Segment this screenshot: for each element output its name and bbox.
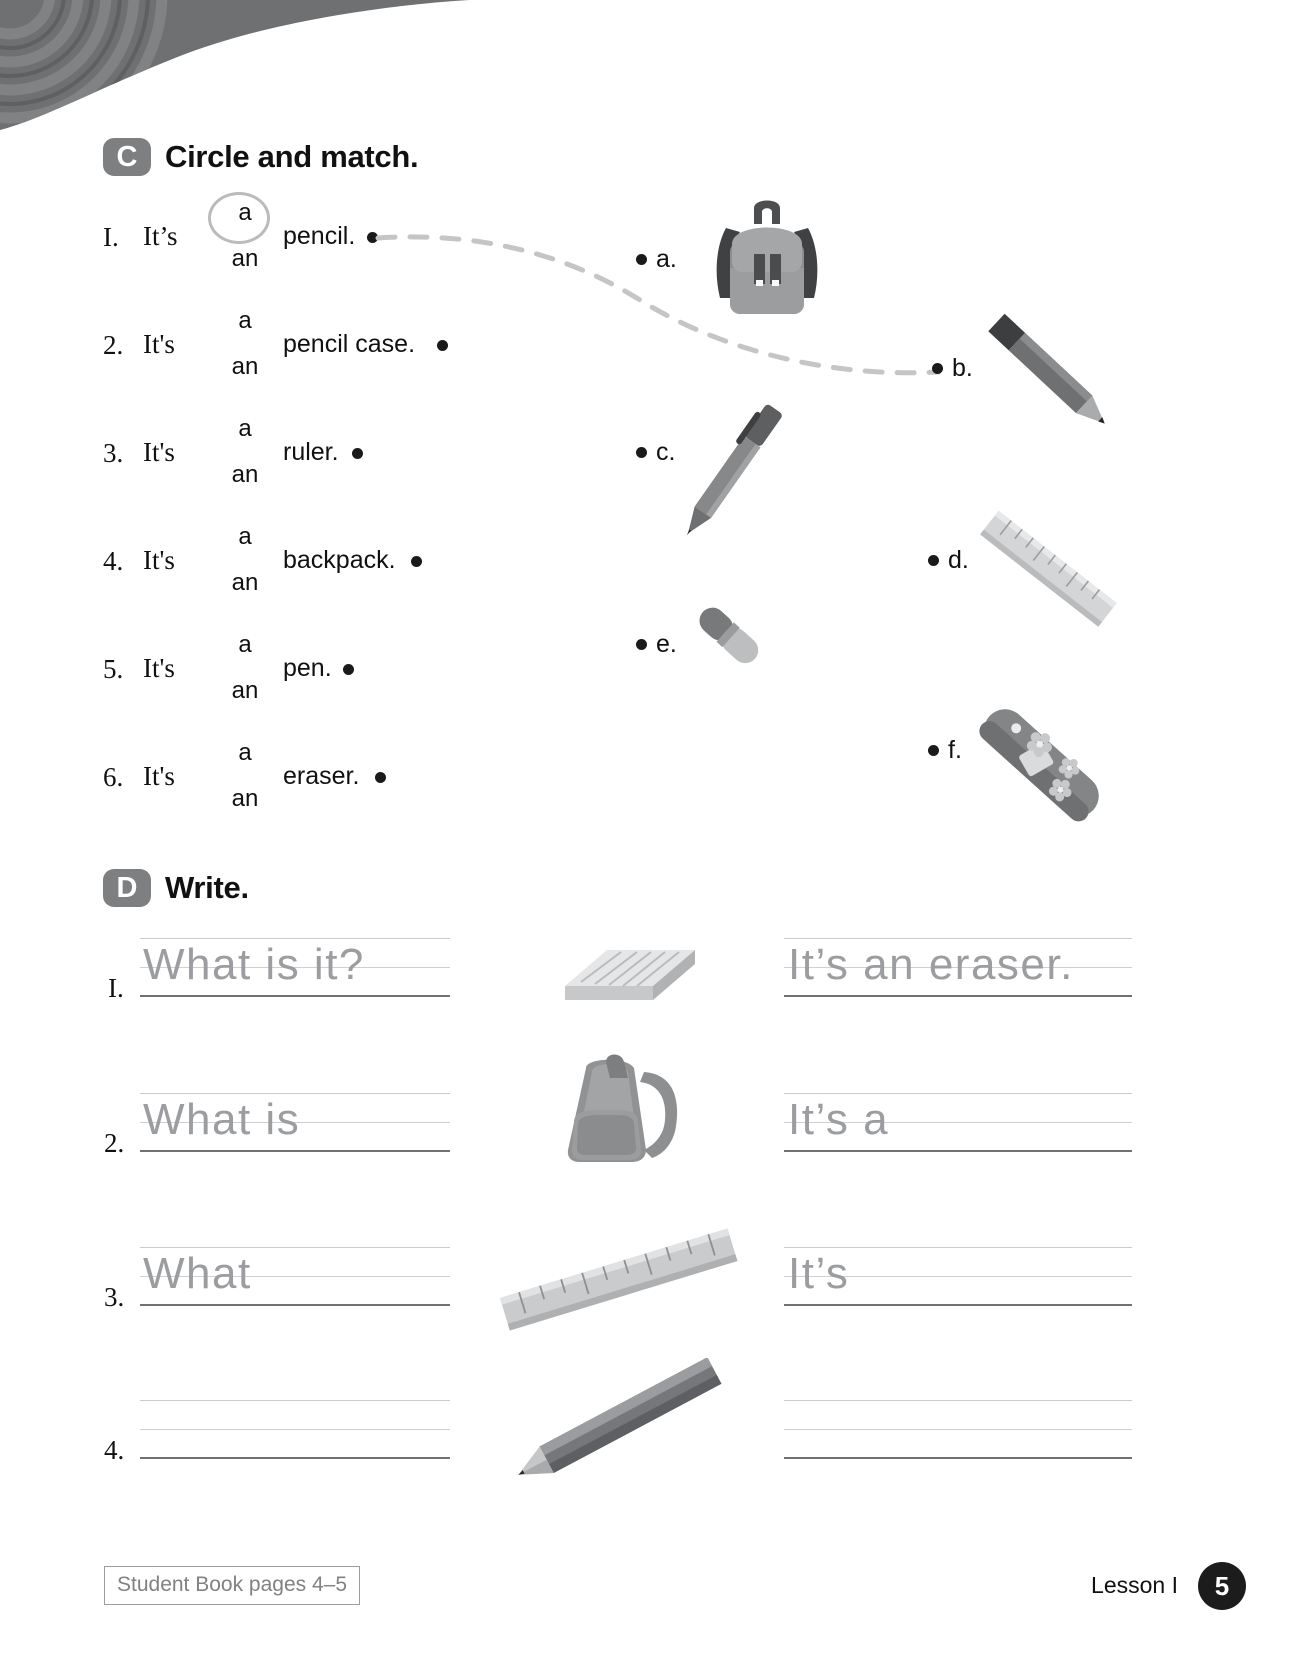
ruler-clipart bbox=[965, 505, 1135, 640]
backpack-icon bbox=[686, 188, 848, 328]
ruler-icon bbox=[965, 505, 1135, 635]
section-c-heading bbox=[103, 138, 418, 176]
row-number: 3. bbox=[104, 1282, 125, 1312]
item-lead-text: It's bbox=[143, 437, 175, 467]
item-noun: ruler. bbox=[283, 438, 339, 466]
item-number: 6. bbox=[103, 762, 124, 792]
match-dot[interactable] bbox=[367, 232, 378, 243]
article-option-a[interactable]: a bbox=[238, 307, 252, 334]
pencil-case-icon bbox=[965, 695, 1125, 835]
picture-label-e[interactable] bbox=[636, 630, 677, 659]
question-writing-lines[interactable] bbox=[140, 1400, 450, 1458]
pen-icon bbox=[636, 392, 826, 552]
pencil-clipart-d4 bbox=[490, 1358, 750, 1493]
item-number: 2. bbox=[103, 330, 124, 360]
article-option-an[interactable]: an bbox=[231, 461, 259, 488]
picture-label-d[interactable] bbox=[928, 546, 969, 575]
article-option-a[interactable]: a bbox=[238, 739, 252, 766]
article-option-a[interactable]: a bbox=[238, 523, 252, 550]
eraser-icon bbox=[686, 596, 776, 676]
answer-trace-text: It’s an eraser. bbox=[788, 940, 1074, 989]
match-dot[interactable] bbox=[375, 772, 386, 783]
match-dot[interactable] bbox=[636, 639, 647, 650]
backpack-icon bbox=[548, 1038, 698, 1166]
article-option-a[interactable]: a bbox=[238, 631, 252, 658]
picture-label-f[interactable] bbox=[928, 736, 962, 765]
guide-base-line bbox=[784, 1457, 1132, 1459]
section-c-item-4[interactable] bbox=[103, 520, 623, 628]
guide-base-line bbox=[784, 1304, 1132, 1306]
eraser-clipart bbox=[686, 596, 776, 681]
article-option-an[interactable]: an bbox=[231, 677, 259, 704]
item-number: 4. bbox=[103, 546, 124, 576]
picture-label-a[interactable] bbox=[636, 245, 677, 274]
item-noun: backpack. bbox=[283, 546, 396, 574]
student-book-reference: Student Book pages 4–5 bbox=[104, 1566, 360, 1605]
eraser-icon bbox=[545, 930, 705, 1010]
guide-base-line bbox=[784, 995, 1132, 997]
article-option-an[interactable]: an bbox=[231, 785, 259, 812]
match-dot[interactable] bbox=[437, 340, 448, 351]
item-lead-text: It’s bbox=[143, 221, 178, 251]
question-trace-text: What is it? bbox=[143, 940, 365, 989]
row-number: 2. bbox=[104, 1128, 125, 1158]
item-number: I. bbox=[103, 222, 119, 252]
guide-mid-line bbox=[784, 1429, 1132, 1430]
section-c-badge: C bbox=[103, 138, 151, 176]
section-c-item-5[interactable] bbox=[103, 628, 623, 736]
page-number-badge: 5 bbox=[1198, 1562, 1246, 1610]
eraser-clipart-d1 bbox=[545, 930, 705, 1015]
pen-clipart bbox=[636, 392, 826, 557]
picture-label-text: e. bbox=[656, 630, 677, 658]
match-dot[interactable] bbox=[932, 363, 943, 374]
guide-base-line bbox=[140, 1457, 450, 1459]
item-number: 5. bbox=[103, 654, 124, 684]
section-d-badge: D bbox=[103, 869, 151, 907]
picture-label-text: d. bbox=[948, 546, 969, 574]
article-option-a[interactable]: a bbox=[238, 199, 252, 226]
item-lead-text: It's bbox=[143, 545, 175, 575]
item-noun: eraser. bbox=[283, 762, 360, 790]
swoosh-icon bbox=[0, 0, 470, 130]
match-dot[interactable] bbox=[411, 556, 422, 567]
question-trace-text: What bbox=[143, 1249, 252, 1298]
item-noun: pencil case. bbox=[283, 330, 416, 358]
section-d-title: Write. bbox=[165, 870, 249, 905]
guide-base-line bbox=[140, 1304, 450, 1306]
match-dot[interactable] bbox=[928, 745, 939, 756]
corner-swoosh-decoration bbox=[0, 0, 470, 130]
picture-label-text: c. bbox=[656, 438, 676, 466]
article-choice-group[interactable] bbox=[215, 520, 275, 600]
article-option-an[interactable]: an bbox=[231, 245, 259, 272]
answer-writing-lines[interactable] bbox=[784, 1400, 1132, 1458]
article-choice-group[interactable] bbox=[215, 196, 275, 276]
picture-label-text: f. bbox=[948, 736, 962, 764]
match-dot[interactable] bbox=[343, 664, 354, 675]
pencil-icon bbox=[955, 296, 1135, 456]
ruler-icon bbox=[485, 1222, 755, 1332]
article-choice-group[interactable] bbox=[215, 628, 275, 708]
pencil-case-clipart bbox=[965, 695, 1125, 840]
section-c-title: Circle and match. bbox=[165, 139, 419, 174]
question-trace-text: What is bbox=[143, 1095, 301, 1144]
ruler-clipart-d3 bbox=[485, 1222, 755, 1337]
article-option-an[interactable]: an bbox=[231, 353, 259, 380]
backpack-clipart bbox=[686, 188, 848, 333]
section-c-item-list bbox=[103, 196, 623, 844]
backpack-clipart-d2 bbox=[548, 1038, 698, 1171]
item-number: 3. bbox=[103, 438, 124, 468]
article-choice-group[interactable] bbox=[215, 412, 275, 492]
article-option-an[interactable]: an bbox=[231, 569, 259, 596]
match-dot[interactable] bbox=[352, 448, 363, 459]
guide-mid-line bbox=[140, 1429, 450, 1430]
picture-label-text: a. bbox=[656, 245, 677, 273]
lesson-label: Lesson I bbox=[1091, 1572, 1178, 1598]
answer-trace-text: It’s a bbox=[788, 1095, 890, 1144]
picture-label-text: b. bbox=[952, 354, 973, 382]
pencil-clipart bbox=[955, 296, 1135, 461]
guide-base-line bbox=[784, 1150, 1132, 1152]
article-option-a[interactable]: a bbox=[238, 415, 252, 442]
item-noun: pen. bbox=[283, 654, 332, 682]
pencil-icon bbox=[490, 1358, 750, 1488]
row-number: 4. bbox=[104, 1435, 125, 1465]
guide-base-line bbox=[140, 995, 450, 997]
item-lead-text: It's bbox=[143, 329, 175, 359]
item-noun: pencil. bbox=[283, 222, 356, 250]
guide-base-line bbox=[140, 1150, 450, 1152]
answer-trace-text: It’s bbox=[788, 1249, 850, 1298]
article-choice-group[interactable] bbox=[215, 736, 275, 816]
section-c-item-3[interactable] bbox=[103, 412, 623, 520]
item-lead-text: It's bbox=[143, 761, 175, 791]
article-choice-group[interactable] bbox=[215, 304, 275, 384]
section-c-item-6[interactable] bbox=[103, 736, 623, 844]
match-dot[interactable] bbox=[928, 555, 939, 566]
section-c-item-1[interactable] bbox=[103, 196, 623, 304]
item-lead-text: It's bbox=[143, 653, 175, 683]
section-d-heading bbox=[103, 869, 249, 907]
match-dot[interactable] bbox=[636, 254, 647, 265]
section-c-item-2[interactable] bbox=[103, 304, 623, 412]
row-number: I. bbox=[108, 973, 124, 1003]
